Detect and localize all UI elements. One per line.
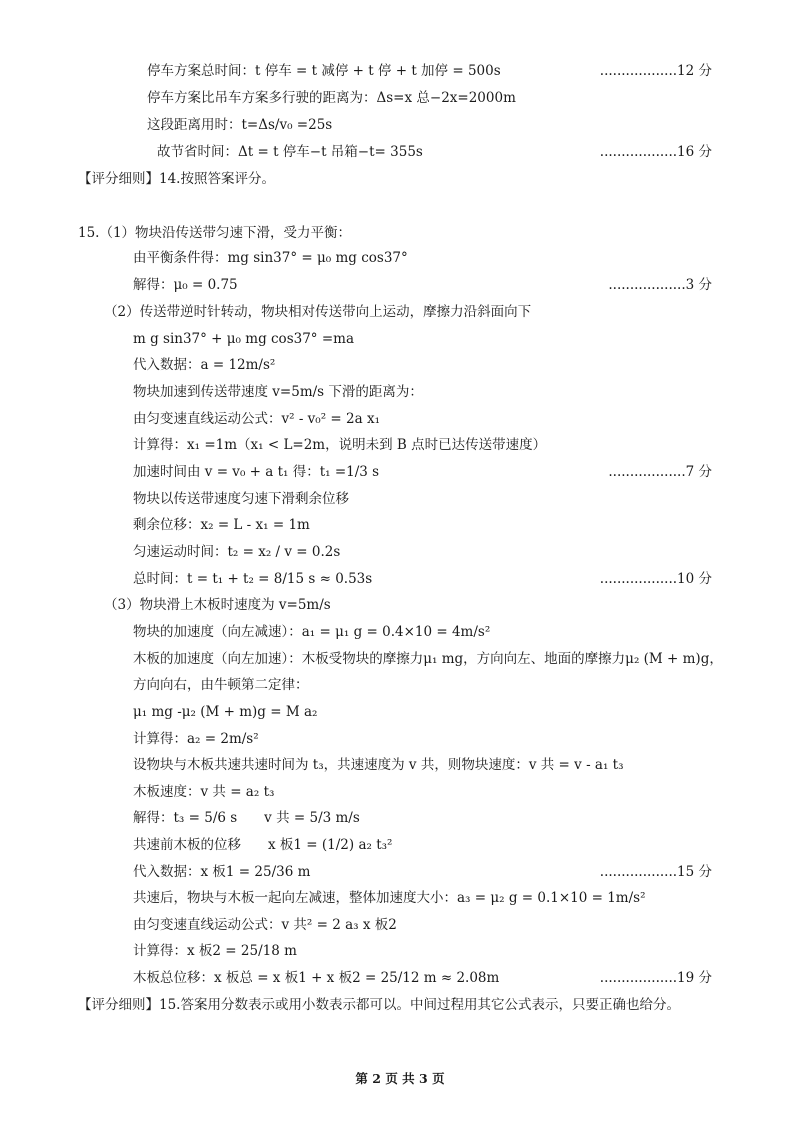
line-text: 解得：μ₀ = 0.75 [133, 277, 238, 293]
line-text: 解得：t₃ = 5/6 s v 共 = 5/3 m/s [133, 810, 360, 826]
line-text: 剩余位移：x₂ = L - x₁ = 1m [133, 517, 310, 533]
line-text: 木板的加速度（向左加速）：木板受物块的摩擦力μ₁ mg，方向向左、地面的摩擦力μ₂ (M + m)g， [133, 651, 723, 667]
score-marker: ..................12 分 [599, 63, 712, 79]
line-text: 停车方案比吊车方案多行驶的距离为：Δs=x 总−2x=2000m [147, 90, 516, 106]
line-text: 物块以传送带速度匀速下滑剩余位移 [133, 491, 349, 507]
line-text: 匀速运动时间：t₂ = x₂ / v = 0.2s [133, 544, 341, 560]
line-text: 物块加速到传送带速度 v=5m/s 下滑的距离为： [133, 384, 423, 400]
line-text: 15.（1）物块沿传送带匀速下滑，受力平衡： [78, 225, 352, 241]
score-marker: ..................10 分 [599, 571, 712, 587]
line-text: 木板速度：v 共 = a₂ t₃ [133, 784, 275, 800]
score-marker: ..................16 分 [599, 144, 712, 160]
line-text: 故节省时间：Δt = t 停车−t 吊箱−t= 355s [157, 144, 423, 160]
score-marker: ..................7 分 [608, 464, 712, 480]
line-text: 这段距离用时：t=Δs/v₀ =25s [147, 117, 333, 133]
line-text: 总时间：t = t₁ + t₂ = 8/15 s ≈ 0.53s [133, 571, 373, 587]
line-text: 计算得：a₂ = 2m/s² [133, 731, 259, 747]
line-text: 【评分细则】15.答案用分数表示或用小数表示都可以。中间过程用其它公式表示，只要正确也给分。 [78, 997, 680, 1013]
score-marker: ..................19 分 [599, 970, 712, 986]
line-text: 设物块与木板共速共速时间为 t₃，共速速度为 v 共，则物块速度：v 共 = v - a₁ t₃ [133, 757, 624, 773]
line-text: （2）传送带逆时针转动，物块相对传送带向上运动，摩擦力沿斜面向下 [104, 304, 532, 320]
score-marker: ..................15 分 [599, 864, 712, 880]
page-footer: 第 2 页 共 3 页 [355, 1071, 445, 1086]
line-text: 共速后，物块与木板一起向左减速，整体加速度大小：a₃ = μ₂ g = 0.1×10 = 1m/s² [133, 890, 646, 906]
line-text: 由匀变速直线运动公式：v² - v₀² = 2a x₁ [133, 411, 380, 427]
line-text: 代入数据：a = 12m/s² [133, 357, 276, 373]
line-text: 代入数据：x 板1 = 25/36 m [133, 864, 311, 880]
line-text: 由平衡条件得：mg sin37° = μ₀ mg cos37° [133, 250, 408, 266]
line-text: m g sin37° + μ₀ mg cos37° =ma [133, 331, 354, 347]
line-text: 加速时间由 v = v₀ + a t₁ 得：t₁ =1/3 s [133, 464, 380, 480]
line-text: 计算得：x 板2 = 25/18 m [133, 943, 297, 959]
line-text: 计算得：x₁ =1m（x₁ < L=2m，说明未到 B 点时已达传送带速度） [133, 437, 547, 453]
score-marker: ..................3 分 [608, 277, 712, 293]
line-text: 物块的加速度（向左减速）：a₁ = μ₁ g = 0.4×10 = 4m/s² [133, 624, 491, 640]
line-text: 共速前木板的位移 x 板1 = (1/2) a₂ t₃² [133, 837, 393, 853]
line-text: 【评分细则】14.按照答案评分。 [78, 171, 275, 187]
line-text: （3）物块滑上木板时速度为 v=5m/s [104, 597, 331, 613]
line-text: 木板总位移：x 板总 = x 板1 + x 板2 = 25/12 m ≈ 2.08m [133, 970, 500, 986]
line-text: 停车方案总时间：t 停车 = t 减停 + t 停 + t 加停 = 500s [147, 63, 501, 79]
line-text: μ₁ mg -μ₂ (M + m)g = M a₂ [133, 704, 318, 720]
line-text: 方向向右，由牛顿第二定律： [133, 677, 309, 693]
line-text: 由匀变速直线运动公式：v 共² = 2 a₃ x 板2 [133, 917, 397, 933]
